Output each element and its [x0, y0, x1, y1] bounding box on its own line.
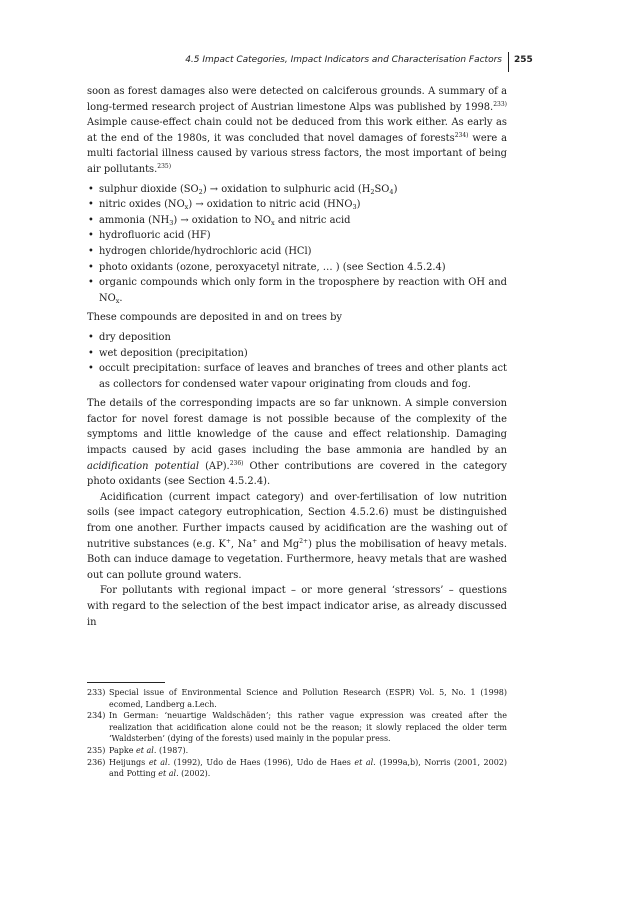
list-item: • organic compounds which only form in the troposphere by reaction with OH and $NO_x$.: [88, 277, 507, 305]
footnote-ref[interactable]: 235): [157, 162, 172, 170]
pollutant-list: [87, 182, 507, 307]
list-item: • ammonia $(NH_3)$ → oxidation to $NO_x$ and nitric acid: [88, 214, 351, 227]
main-text: [87, 84, 507, 630]
paragraph: These compounds are deposited in and on trees by: [87, 312, 343, 324]
list-item: • sulphur dioxide $(SO_2)$ → oxidation to sulphuric acid $(H_2SO_4)$: [88, 183, 398, 196]
footnote-ref[interactable]: 234): [454, 131, 469, 139]
paragraph: For pollutants with regional impact – or more general ‘stressors’ – questions with regard to the selection of the best impact indicator arise, as already discussed in: [87, 585, 507, 628]
footnote: 233) Special issue of Environmental Science and Pollution Research (ESPR) Vol. 5, No. 1 (1998) ecomed, Landberg a.Lech.: [87, 688, 507, 709]
header-divider: [508, 52, 509, 72]
running-title: 4.5 Impact Categories, Impact Indicators and Characterisation Factors: [185, 55, 502, 65]
footnote-divider: [87, 682, 165, 683]
footnote: 236) Heijungs et al. (1992), Udo de Haes (1996), Udo de Haes et al. (1999a,b), Norris (2001, 2002) and Potting et al. (2002).: [87, 757, 507, 779]
list-item: • hydrofluoric acid (HF): [88, 230, 211, 242]
footnote: 235) Papke et al. (1987).: [87, 745, 189, 755]
paragraph: The details of the corresponding impacts are so far unknown. A simple conversion factor for novel forest damage is not possible because of the complexity of the symptoms and little knowledge of the cause and effect relationship. Damaging impacts caused by acid gases including the base ammonia are handled by an acidification potential (AP).$^{236)}$ Other contributions are covered in the category photo oxidants (see Section 4.5.2.4).: [87, 398, 507, 488]
paragraph: Acidification (current impact category) and over-fertilisation of low nutrition soils (see impact category eutrophication, Section 4.5.2.6) must be distinguished from one another. Further impacts caused by acidification are the washing out of nutritive substances (e.g. K+, Na+ and $Mg^{2+}$) plus the mobilisation of heavy metals. Both can induce damage to vegetation. Furthermore, heavy metals that are washed out can pollute ground waters.: [87, 491, 507, 581]
list-item: • nitric oxides $(NO_x)$ → oxidation to nitric acid $(HNO_3)$: [88, 199, 361, 212]
list-item: • photo oxidants (ozone, peroxyacetyl nitrate, … ) (see Section 4.5.2.4): [88, 261, 446, 273]
footnote-ref[interactable]: 233): [493, 100, 507, 108]
list-item: • hydrogen chloride/hydrochloric acid (HCl): [88, 245, 312, 257]
footnotes: [87, 687, 507, 780]
list-item: • wet deposition (precipitation): [88, 347, 248, 359]
footnote-ref[interactable]: 236): [229, 459, 244, 467]
list-item: • occult precipitation: surface of leaves and branches of trees and other plants act as collectors for condensed water vapour originating from clouds and fog.: [88, 363, 507, 390]
paragraph: soon as forest damages also were detected on calciferous grounds. A summary of a long-termed research project of Austrian limestone Alps was published by 1998.$^{233)}$ Asimple cause-effect chain could not be deduced from this work either. As early as at the end of the 1980s, it was concluded that novel damages of forests$^{234)}$ were a multi factorial illness caused by various stress factors, the most important of being air pollutants.$^{235)}$: [87, 86, 507, 175]
footnote: 234) In German: ‘neuartige Waldschäden’; this rather vague expression was created after the realization that acidification alone could not be the reason; it slowly replaced the older term ‘Waldsterben’ (dying of the forests) used mainly in the popular press.: [87, 711, 507, 744]
deposition-list: [87, 330, 507, 392]
list-item: • dry deposition: [88, 331, 171, 343]
page-header: [0, 52, 627, 72]
page-number: 255: [514, 55, 533, 65]
